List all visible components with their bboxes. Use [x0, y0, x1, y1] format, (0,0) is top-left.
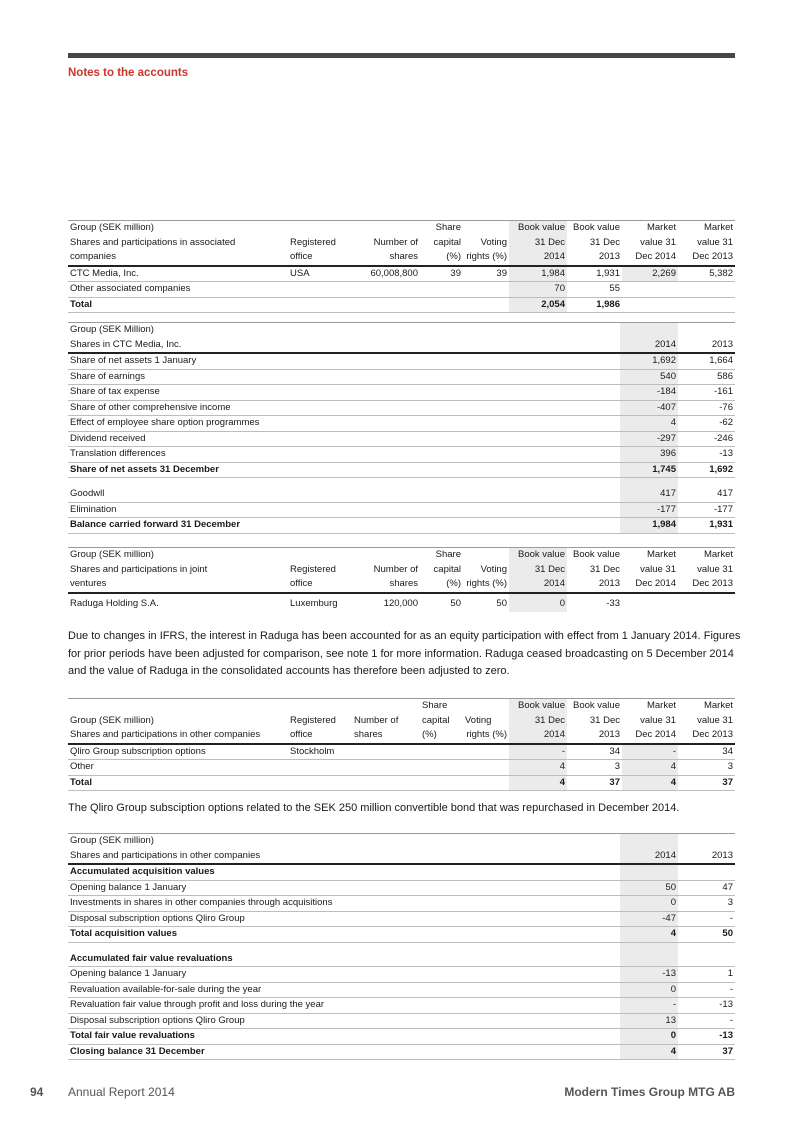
header-cell: Number of [354, 714, 399, 726]
cell: 39 [420, 266, 463, 282]
cell: -13 [678, 1029, 735, 1045]
cell: Translation differences [68, 447, 620, 463]
cell: Closing balance 31 December [68, 1044, 620, 1060]
cell [678, 297, 735, 313]
cell: 50 [496, 598, 507, 609]
cell: 13 [620, 1013, 678, 1029]
cell: Total fair value revaluations [68, 1029, 620, 1045]
page-number: 94 [30, 1085, 44, 1099]
cell [678, 593, 735, 612]
header-cell: (%) [420, 577, 463, 593]
header-cell [620, 323, 678, 338]
header-cell: 2014 [509, 250, 567, 266]
header-cell: 2014 [509, 577, 567, 593]
header-cell: Voting [465, 714, 492, 726]
cell: 586 [678, 369, 735, 385]
cell: Share of earnings [68, 369, 620, 385]
header-cell: Registered [290, 714, 336, 726]
cell [420, 744, 463, 760]
table-row [68, 447, 735, 463]
cell: 50 [620, 880, 678, 896]
header-cell: value 31 [640, 236, 676, 248]
table-header-row [68, 714, 735, 729]
header-cell: Shares and participations in other companies [68, 849, 620, 865]
cell: 4 [509, 775, 567, 791]
other-companies-reconciliation-table [68, 833, 735, 1060]
cell: Total acquisition values [68, 927, 620, 943]
table-header-row [68, 548, 735, 563]
cell [288, 760, 352, 776]
cell: -177 [678, 502, 735, 518]
cell: Stockholm [288, 744, 352, 760]
cell: Share of net assets 31 December [68, 462, 620, 478]
table-row [68, 353, 735, 369]
header-cell: companies [68, 250, 288, 266]
cell: Total [68, 297, 288, 313]
table-row [68, 896, 735, 912]
table-header-row [68, 221, 735, 236]
table-row [68, 982, 735, 998]
cell: -13 [678, 447, 735, 463]
cell: Revaluation fair value through profit and loss during the year [68, 998, 620, 1014]
header-cell: (%) [420, 250, 463, 266]
table-row [68, 744, 735, 760]
header-cell: capital [433, 236, 461, 248]
cell [622, 282, 678, 298]
cell: Qliro Group subscription options [68, 744, 288, 760]
cell: 34 [567, 744, 622, 760]
cell: Balance carried forward 31 December [68, 518, 620, 534]
header-cell: value 31 [640, 714, 676, 726]
cell: 540 [620, 369, 678, 385]
header-cell: capital [433, 563, 461, 575]
header-cell: 2013 [678, 338, 735, 354]
table-header-row [68, 338, 735, 354]
header-cell: Market [678, 221, 735, 236]
cell: 37 [678, 1044, 735, 1060]
header-cell: Market [622, 548, 678, 563]
table-header-row [68, 236, 735, 251]
cell: - [509, 744, 567, 760]
table-row [68, 416, 735, 432]
cell [420, 282, 463, 298]
header-cell [352, 699, 420, 714]
cell [622, 297, 678, 313]
header-cell [463, 548, 509, 563]
header-cell: Market [678, 548, 735, 563]
header-cell [463, 221, 509, 236]
cell: Dividend received [68, 431, 620, 447]
header-cell: 31 Dec [589, 236, 620, 248]
table-header-row [68, 699, 735, 714]
table-row [68, 400, 735, 416]
cell: 1 [678, 967, 735, 983]
header-cell [352, 548, 420, 563]
header-cell: 2014 [620, 338, 678, 354]
cell [420, 297, 463, 313]
header-cell: Voting [480, 236, 507, 248]
cell [352, 744, 420, 760]
header-cell: value 31 [697, 714, 733, 726]
cell: Goodwll [68, 487, 620, 502]
header-cell: value 31 [697, 236, 733, 248]
cell: 1,745 [620, 462, 678, 478]
header-cell: Market [678, 699, 735, 714]
cell [463, 744, 509, 760]
table-header-row [68, 323, 735, 338]
header-cell: Share [420, 221, 463, 236]
header-cell: Dec 2013 [678, 728, 735, 744]
table-total-row [68, 1044, 735, 1060]
cell: Effect of employee share option programmes [68, 416, 620, 432]
table-row [68, 967, 735, 983]
cell: CTC Media, Inc. [68, 266, 288, 282]
cell: 1,931 [567, 266, 622, 282]
cell [420, 760, 463, 776]
table-row [68, 760, 735, 776]
header-cell: (%) [420, 728, 463, 744]
header-cell: Book value [567, 221, 622, 236]
table-header-row [68, 250, 735, 266]
cell: Other [68, 760, 288, 776]
header-cell: Book value [567, 548, 622, 563]
header-cell: value 31 [640, 563, 676, 575]
cell: 39 [463, 266, 509, 282]
cell: 1,664 [678, 353, 735, 369]
table-row [68, 998, 735, 1014]
header-cell: 2013 [567, 577, 622, 593]
cell: 1,931 [678, 518, 735, 534]
header-cell: 2013 [678, 849, 735, 865]
cell: 3 [567, 760, 622, 776]
cell: -33 [606, 598, 620, 609]
header-cell: value 31 [697, 563, 733, 575]
cell: 5,382 [678, 266, 735, 282]
cell: 50 [450, 598, 461, 609]
cell: -76 [678, 400, 735, 416]
header-cell: 2014 [509, 728, 567, 744]
header-cell: office [288, 728, 352, 744]
table-header-row [68, 834, 735, 849]
cell: 0 [620, 982, 678, 998]
qliro-note: The Qliro Group subsciption options related to the SEK 250 million convertible bond that was repurchased in December 2014. [68, 802, 680, 814]
header-cell: 2013 [567, 728, 622, 744]
table-row [68, 1013, 735, 1029]
cell: 47 [678, 880, 735, 896]
header-cell: Share [420, 548, 463, 563]
header-cell: 2014 [620, 849, 678, 865]
header-cell: Dec 2014 [622, 728, 678, 744]
header-cell [68, 699, 288, 714]
cell [678, 282, 735, 298]
cell: 4 [509, 760, 567, 776]
header-cell: 31 Dec [589, 714, 620, 726]
top-rule [68, 53, 735, 58]
cell: -297 [620, 431, 678, 447]
spacer-row [68, 942, 735, 952]
header-cell: Market [622, 221, 678, 236]
header-cell: Dec 2013 [678, 250, 735, 266]
header-cell [352, 221, 420, 236]
table-row [68, 487, 735, 502]
cell [463, 760, 509, 776]
cell: 37 [678, 775, 735, 791]
header-cell: office [288, 577, 352, 593]
cell: 2,054 [509, 297, 567, 313]
section-title-row [68, 952, 735, 967]
cell: Investments in shares in other companies through acquisitions [68, 896, 620, 912]
cell: -177 [620, 502, 678, 518]
cell: -47 [620, 911, 678, 927]
table-header-row [68, 577, 735, 593]
associated-companies-table [68, 220, 735, 313]
header-cell: Book value [509, 221, 567, 236]
cell: 1,692 [620, 353, 678, 369]
cell: USA [288, 266, 352, 282]
header-cell: Shares and participations in associated [70, 236, 236, 248]
table-total-row [68, 775, 735, 791]
cell [352, 775, 420, 791]
table-header-row [68, 849, 735, 865]
header-cell: 2013 [567, 250, 622, 266]
header-cell: Book value [567, 699, 622, 714]
cell: 396 [620, 447, 678, 463]
header-cell [288, 548, 352, 563]
header-cell: Shares and participations in other companies [68, 728, 288, 744]
cell [288, 775, 352, 791]
table-header-row [68, 728, 735, 744]
header-cell: Group (SEK million) [68, 548, 288, 563]
raduga-note: Due to changes in IFRS, the interest in Raduga has been accounted for as an equity participation with effect from 1 January 2014. Figures for prior periods have been adjusted for comparison, see note 1 for more information. Raduga ceased broadcasting on 5 December 2014 and the value of Raduga in the consolidated accounts has therefore been adjusted to zero. [68, 630, 741, 677]
header-cell: ventures [68, 577, 288, 593]
table-total-row [68, 297, 735, 313]
cell: 0 [509, 593, 567, 612]
cell [288, 282, 352, 298]
cell: - [622, 744, 678, 760]
cell: - [620, 998, 678, 1014]
cell: -13 [620, 967, 678, 983]
cell: 0 [620, 1029, 678, 1045]
header-cell: Number of [373, 563, 418, 575]
table-row [68, 593, 735, 612]
table-row [68, 369, 735, 385]
cell: 50 [678, 927, 735, 943]
cell: Opening balance 1 January [68, 880, 620, 896]
header-cell: 31 Dec [509, 236, 567, 251]
header-cell: Share [420, 699, 463, 714]
cell: 60,008,800 [352, 266, 420, 282]
table-total-row [68, 1029, 735, 1045]
header-cell: shares [352, 728, 420, 744]
cell [288, 297, 352, 313]
header-cell: Shares in CTC Media, Inc. [68, 338, 620, 354]
section-header: Notes to the accounts [68, 67, 189, 79]
cell [463, 297, 509, 313]
cell: Elimination [68, 502, 620, 518]
header-cell: Voting [480, 563, 507, 575]
header-cell [288, 221, 352, 236]
header-cell [463, 699, 509, 714]
cell: 4 [620, 1044, 678, 1060]
cell: - [678, 911, 735, 927]
spacer-row [68, 478, 735, 488]
cell: 120,000 [383, 598, 418, 609]
cell: 55 [567, 282, 622, 298]
cell [463, 775, 509, 791]
header-cell [678, 323, 735, 338]
header-cell: rights (%) [463, 577, 509, 593]
header-cell: 31 Dec [589, 563, 620, 575]
cell: Revaluation available-for-sale during the year [68, 982, 620, 998]
header-cell: Group (SEK Million) [68, 323, 620, 338]
header-cell: capital [422, 714, 450, 726]
header-cell: Group (SEK million) [70, 714, 154, 726]
header-cell: Dec 2013 [678, 577, 735, 593]
header-cell [288, 699, 352, 714]
cell: 3 [678, 760, 735, 776]
cell [420, 775, 463, 791]
ctc-media-table [68, 322, 735, 534]
cell: 34 [678, 744, 735, 760]
header-cell: Number of [373, 236, 418, 248]
table-total-row [68, 518, 735, 534]
cell: -184 [620, 385, 678, 401]
cell: Opening balance 1 January [68, 967, 620, 983]
cell: 37 [567, 775, 622, 791]
header-cell: Dec 2014 [622, 250, 678, 266]
cell [352, 760, 420, 776]
header-cell: Shares and participations in joint [70, 563, 208, 575]
cell: Accumulated acquisition values [68, 864, 620, 880]
header-cell: rights (%) [463, 250, 509, 266]
cell: 1,984 [509, 266, 567, 282]
cell: 3 [678, 896, 735, 912]
header-cell: Book value [509, 699, 567, 714]
cell: 4 [620, 416, 678, 432]
table-row [68, 266, 735, 282]
cell: Disposal subscription options Qliro Group [68, 911, 620, 927]
cell: 1,986 [567, 297, 622, 313]
header-cell: 31 Dec [509, 714, 567, 729]
table-total-row [68, 462, 735, 478]
table-row [68, 911, 735, 927]
cell: 0 [620, 896, 678, 912]
cell: Share of tax expense [68, 385, 620, 401]
cell: -13 [678, 998, 735, 1014]
header-cell: Book value [509, 548, 567, 563]
cell: -246 [678, 431, 735, 447]
cell: 4 [622, 760, 678, 776]
cell: Total [68, 775, 288, 791]
header-cell: rights (%) [463, 728, 509, 744]
cell: 417 [620, 487, 678, 502]
header-cell: Group (SEK million) [68, 834, 620, 849]
cell [352, 282, 420, 298]
cell: 4 [622, 775, 678, 791]
cell: 1,692 [678, 462, 735, 478]
report-title: Annual Report 2014 [68, 1085, 175, 1099]
cell: Raduga Holding S.A. [70, 598, 159, 609]
cell: Luxemburg [290, 598, 338, 609]
table-total-row [68, 927, 735, 943]
table-row [68, 385, 735, 401]
cell: 417 [678, 487, 735, 502]
cell [622, 593, 678, 612]
cell: Other associated companies [68, 282, 288, 298]
header-cell: Registered [290, 236, 336, 248]
cell: Share of net assets 1 January [68, 353, 620, 369]
header-cell: shares [352, 577, 420, 593]
cell: - [678, 1013, 735, 1029]
cell [463, 282, 509, 298]
header-cell: shares [352, 250, 420, 266]
header-cell: office [288, 250, 352, 266]
section-title-row [68, 864, 735, 880]
cell: 4 [620, 927, 678, 943]
header-cell: 31 Dec [509, 563, 567, 578]
header-cell: Market [622, 699, 678, 714]
cell: Accumulated fair value revaluations [68, 952, 620, 967]
header-cell: Dec 2014 [622, 577, 678, 593]
company-name: Modern Times Group MTG AB [564, 1085, 735, 1099]
cell: 70 [509, 282, 567, 298]
header-cell: Registered [290, 563, 336, 575]
cell: 1,984 [620, 518, 678, 534]
cell: Disposal subscription options Qliro Group [68, 1013, 620, 1029]
cell: Share of other comprehensive income [68, 400, 620, 416]
header-cell: Group (SEK million) [68, 221, 288, 236]
table-row [68, 431, 735, 447]
cell [352, 297, 420, 313]
table-header-row [68, 563, 735, 578]
cell: - [678, 982, 735, 998]
cell: -62 [678, 416, 735, 432]
cell: -407 [620, 400, 678, 416]
table-row [68, 282, 735, 298]
cell: -161 [678, 385, 735, 401]
table-row [68, 880, 735, 896]
cell: 2,269 [622, 266, 678, 282]
joint-ventures-table [68, 547, 735, 612]
table-row [68, 502, 735, 518]
other-companies-table [68, 698, 735, 791]
